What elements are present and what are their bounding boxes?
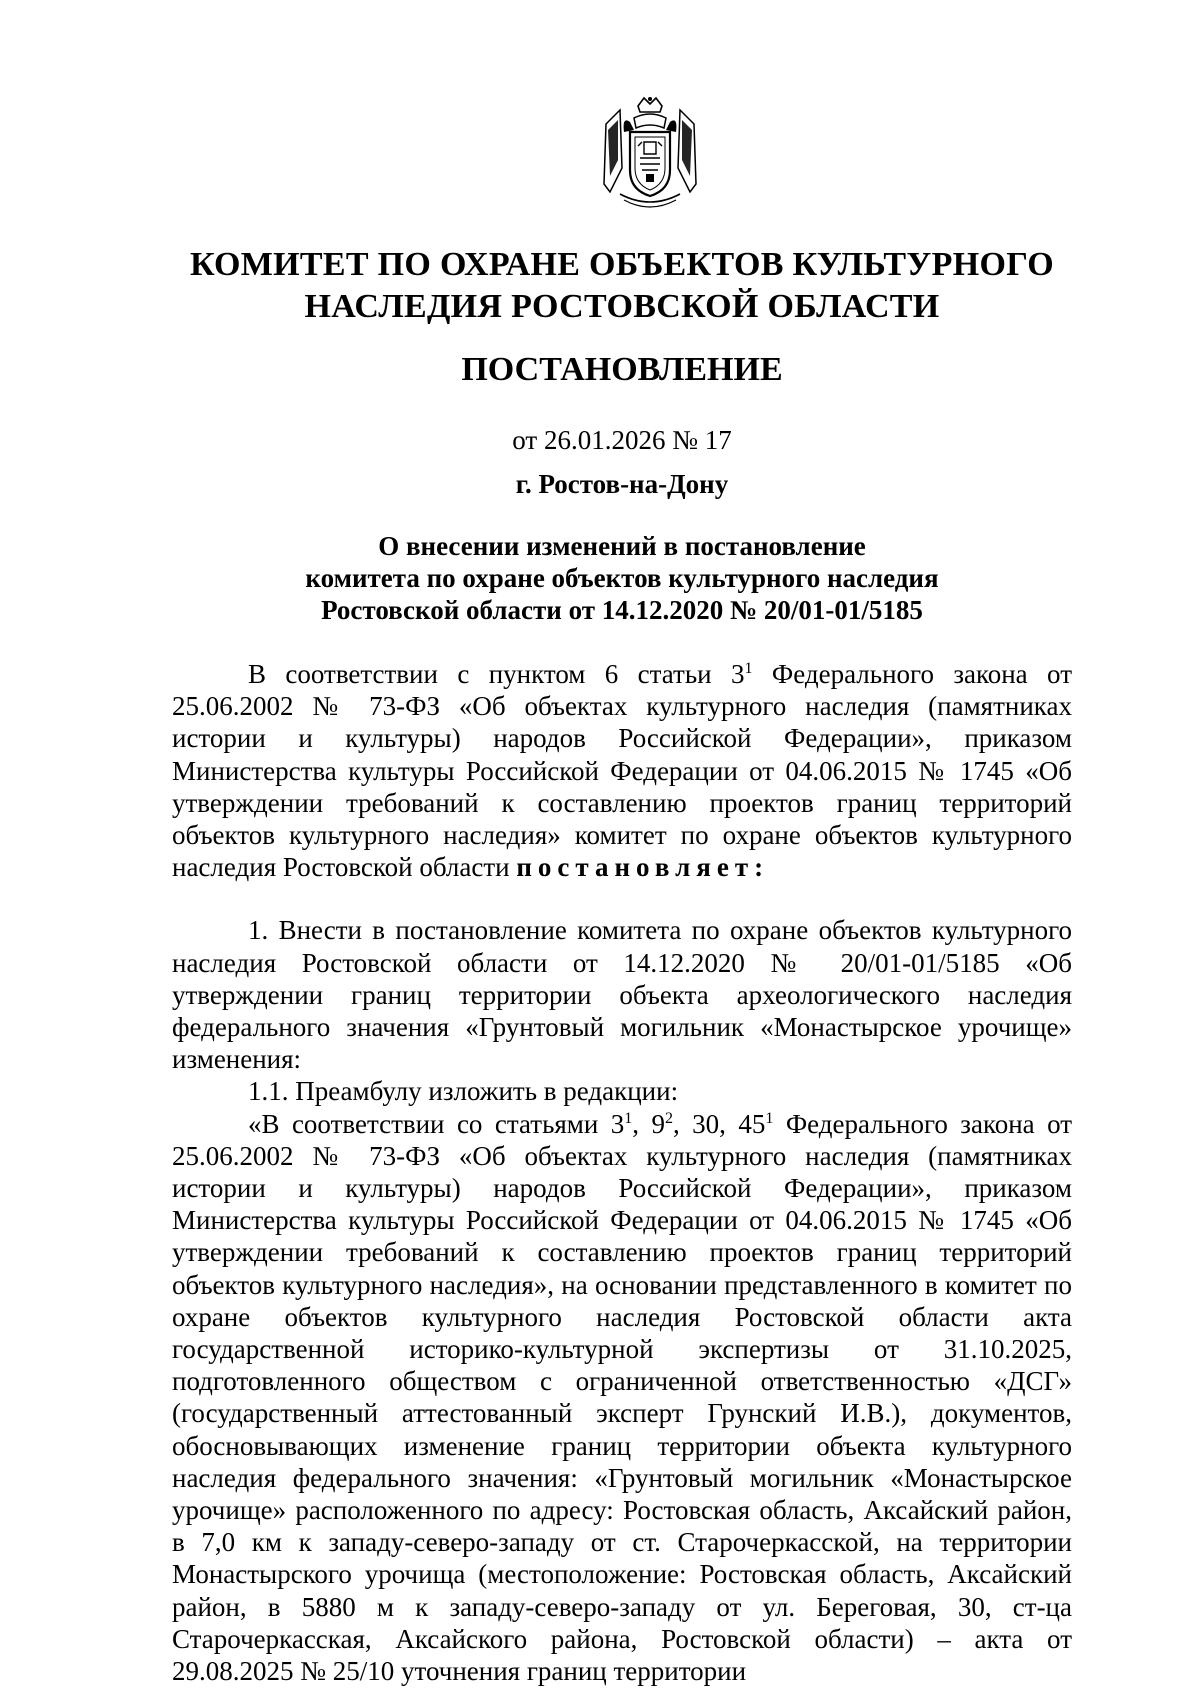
quote-part1: «В соответствии со статьями 3	[248, 1108, 625, 1139]
preamble-sup1: 1	[744, 660, 753, 677]
document-type: ПОСТАНОВЛЕНИЕ	[461, 351, 783, 388]
organization-title	[172, 244, 1072, 328]
quote-part2: , 9	[632, 1108, 665, 1139]
item-1-paragraph: 1. Внести в постановление комитета по охране объектов культурного наследия Ростовской области от 14.12.2020 № 20/01-01/5185 «Об утверждении границ территории объекта археологического наследия федерального значения «Грунтовый могильник «Монастырское урочище» изменения:	[172, 915, 1072, 1075]
document-body	[172, 658, 1072, 1687]
quote-sup1: 1	[624, 1109, 633, 1127]
document-date-number: от 26.01.2026 № 17	[512, 425, 732, 455]
quote-sup2: 2	[664, 1109, 673, 1127]
preamble-paragraph	[172, 658, 1072, 883]
item-1-1-paragraph: 1.1. Преамбулу изложить в редакции:	[248, 1076, 679, 1107]
subject-line3: Ростовской области от 14.12.2020 № 20/01-01/5185	[321, 595, 923, 625]
resolves-word: постановляет:	[516, 852, 770, 883]
organization-title-line1: КОМИТЕТ ПО ОХРАНЕ ОБЪЕКТОВ КУЛЬТУРНОГО	[189, 246, 1055, 283]
document-subject	[172, 530, 1072, 626]
quote-part4: Федерального закона от 25.06.2002 № 73-ФЗ «Об объектах культурного наследия (памятниках истории и культуры) народов Российской Федерации», приказом Министерства культуры Российской Федерации от 04.06.2015 № 1745 «Об утверждении требований к составлению проектов границ территорий объектов культурного наследия», на основании представленного в комитет по охране объектов культурного наследия Ростовской области акта государственной историко-культурной экспертизы от 31.10.2025, подготовленного обществом с ограниченной ответственностью «ДСГ» (государственный аттестованный эксперт Грунский И.В.), документов, обосновывающих изменение границ территории объекта культурного наследия федерального значения: «Грунтовый могильник «Монастырское урочище» расположенного по адресу: Ростовская область, Аксайский район, в 7,0 км к западу-северо-западу от ст. Старочеркасской, на территории Монастырского урочища (местоположение: Ростовская область, Аксайский район, в 5880 м к западу-северо-западу от ул. Береговая, 30, ст-ца Старочеркасская, Аксайского района, Ростовской области) – акта от 29.08.2025 № 25/10 уточнения границ территории	[172, 1108, 1073, 1687]
quote-part3: , 30, 45	[672, 1108, 766, 1139]
subject-line1: О внесении изменений в постановление	[378, 531, 866, 561]
paragraph-gap	[172, 883, 1072, 914]
preamble-part2: Федерального закона от 25.06.2002 № 73-ФЗ «Об объектах культурного наследия (памятниках истории и культуры) народов Российской Федерации», приказом Министерства культуры Российской Федерации от 04.06.2015 № 1745 «Об утверждении требований к составлению проектов границ территорий объектов культурного наследия» комитет по охране объектов культурного наследия Ростовской области	[172, 659, 1072, 883]
quote-sup3: 1	[765, 1109, 774, 1127]
organization-title-line2: НАСЛЕДИЯ РОСТОВСКОЙ ОБЛАСТИ	[304, 288, 940, 325]
coat-of-arms-emblem	[600, 96, 700, 212]
preamble-part1: В соответствии с пунктом 6 статьи 3	[248, 659, 745, 689]
subject-line2: комитета по охране объектов культурного наследия	[305, 563, 939, 593]
quoted-preamble-paragraph	[172, 1108, 1072, 1688]
document-city: г. Ростов-на-Дону	[515, 469, 729, 499]
